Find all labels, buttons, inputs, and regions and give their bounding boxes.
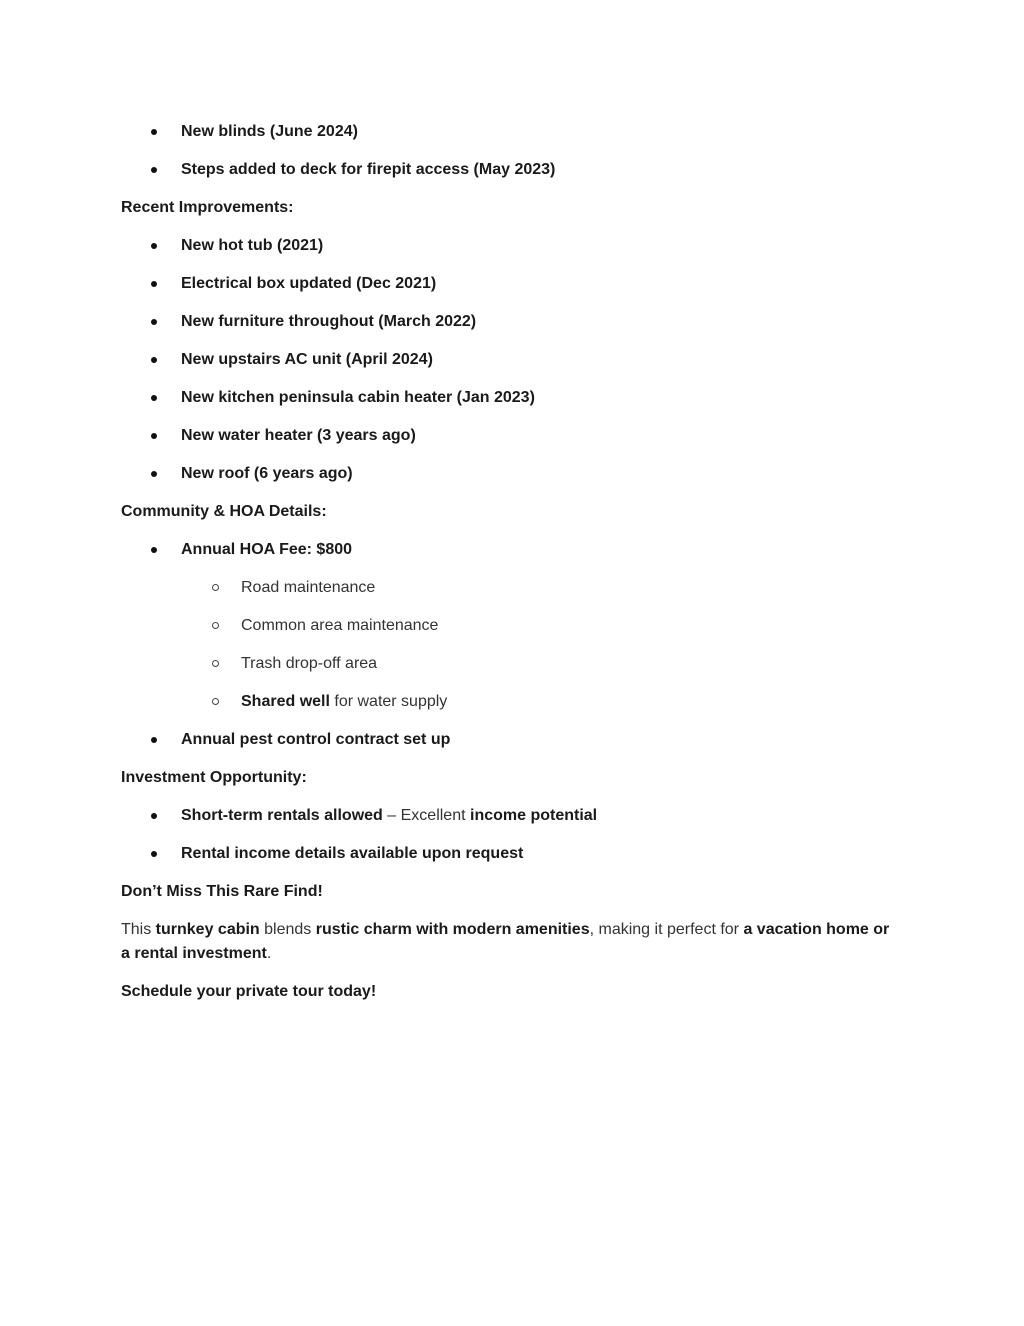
list-item: Annual HOA Fee: $800 (181, 538, 901, 576)
list-item: Steps added to deck for firepit access (May 2023) (181, 158, 901, 196)
closing-heading: Don’t Miss This Rare Find! (121, 883, 323, 900)
bullet-icon (151, 433, 157, 439)
bullet-icon (151, 243, 157, 249)
list-item: New hot tub (2021) (181, 234, 901, 272)
investment-heading: Investment Opportunity: (121, 769, 307, 786)
call-to-action: Schedule your private tour today! (121, 983, 377, 1000)
circle-bullet-icon (212, 584, 219, 591)
list-item: New roof (6 years ago) (181, 462, 901, 500)
list-item: New kitchen peninsula cabin heater (Jan 2023) (181, 386, 901, 424)
list-item: New upstairs AC unit (April 2024) (181, 348, 901, 386)
list-item: New blinds (June 2024) (181, 120, 901, 158)
sub-list-item: Common area maintenance (241, 614, 901, 652)
bullet-icon (151, 167, 157, 173)
circle-bullet-icon (212, 622, 219, 629)
sub-list-item: Trash drop-off area (241, 652, 901, 690)
list-item: Electrical box updated (Dec 2021) (181, 272, 901, 310)
bullet-icon (151, 547, 157, 553)
circle-bullet-icon (212, 698, 219, 705)
circle-bullet-icon (212, 660, 219, 667)
sub-list-item: Shared well for water supply (241, 690, 901, 728)
bullet-icon (151, 813, 157, 819)
bullet-icon (151, 395, 157, 401)
recent-improvements-heading: Recent Improvements: (121, 199, 294, 216)
bullet-icon (151, 357, 157, 363)
sub-list-item: Road maintenance (241, 576, 901, 614)
list-item: Annual pest control contract set up (181, 728, 901, 766)
bullet-icon (151, 319, 157, 325)
list-item: New water heater (3 years ago) (181, 424, 901, 462)
document-content (121, 120, 901, 1018)
bullet-icon (151, 737, 157, 743)
bullet-icon (151, 129, 157, 135)
list-item: New furniture throughout (March 2022) (181, 310, 901, 348)
bullet-icon (151, 281, 157, 287)
community-heading: Community & HOA Details: (121, 503, 327, 520)
bullet-icon (151, 471, 157, 477)
list-item: Rental income details available upon request (181, 842, 901, 880)
list-item: Short-term rentals allowed – Excellent income potential (181, 804, 901, 842)
bullet-icon (151, 851, 157, 857)
closing-paragraph: This turnkey cabin blends rustic charm with modern amenities, making it perfect for a vacation home or a rental investment. (121, 921, 890, 962)
